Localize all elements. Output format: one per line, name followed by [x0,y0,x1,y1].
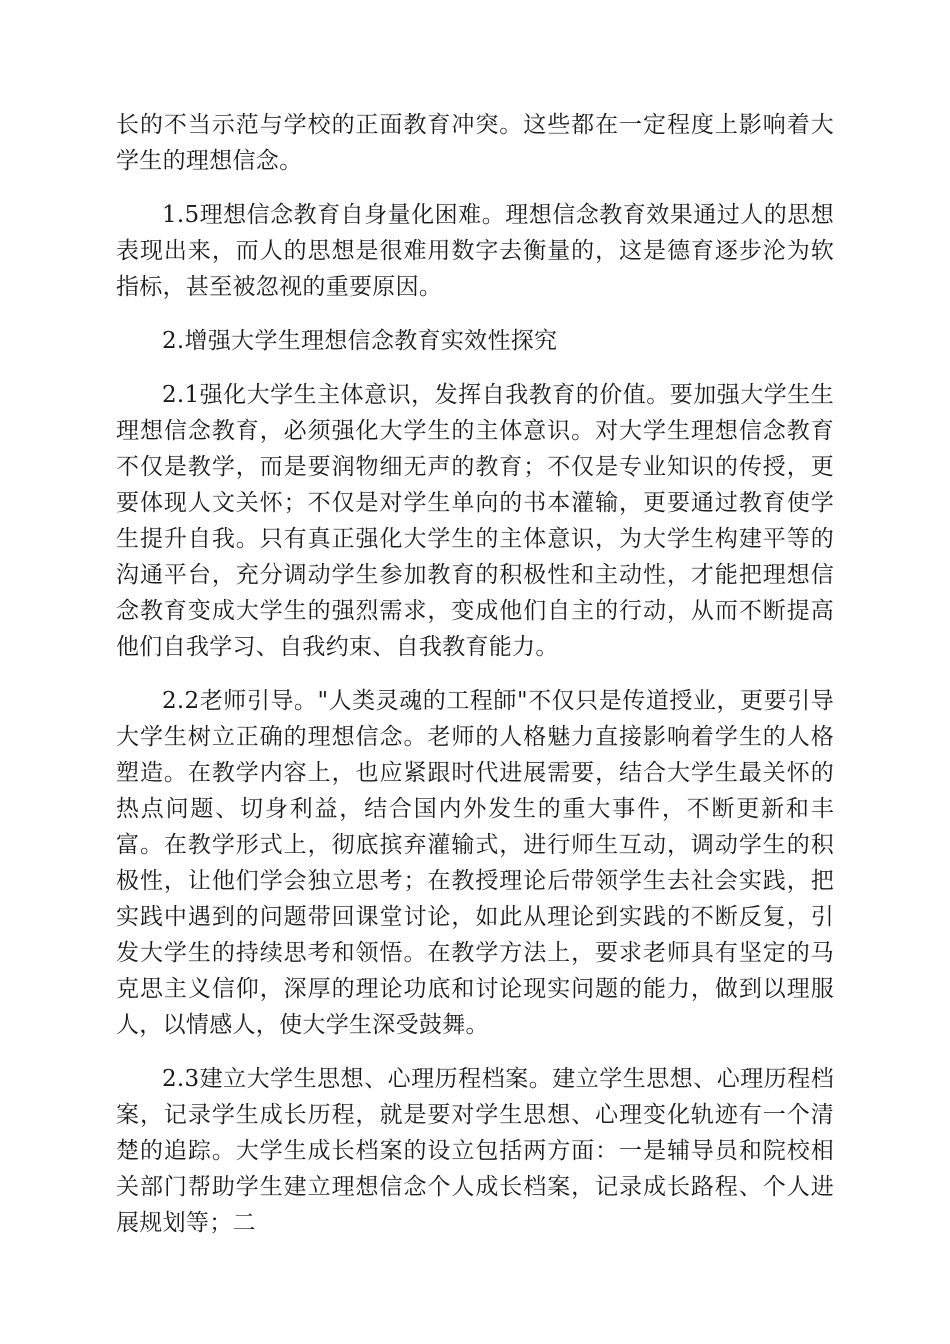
paragraph-2-3: 2.3建立大学生思想、心理历程档案。建立学生思想、心理历程档案，记录学生成长历程，就是要对学生思想、心理变化轨迹有一个清楚的追踪。大学生成长档案的设立包括两方面：一是辅导员和院校相关部门帮助学生建立理想信念个人成长档案，记录成长路程、个人进展规划等；二 [116,1066,834,1236]
document-body [116,107,834,1241]
paragraph-2-1: 2.1强化大学生主体意识，发挥自我教育的价值。要加强大学生生理想信念教育，必须强化大学生的主体意识。对大学生理想信念教育不仅是教学，而是要润物细无声的教育；不仅是专业知识的传授，更要体现人文关怀；不仅是对学生单向的书本灌输，更要通过教育使学生提升自我。只有真正强化大学生的主体意识，为大学生构建平等的沟通平台，充分调动学生参加教育的积极性和主动性，才能把理想信念教育变成大学生的强烈需求，变成他们自主的行动，从而不断提高他们自我学习、自我约束、自我教育能力。 [116,382,834,660]
paragraph-2-2: 2.2老师引导。"人类灵魂的工程師"不仅只是传道授业，更要引导大学生树立正确的理想信念。老师的人格魅力直接影响着学生的人格塑造。在教学内容上，也应紧跟时代进展需要，结合大学生最关怀的热点问题、切身利益，结合国内外发生的重大事件，不断更新和丰富。在教学形式上，彻底摈弃灌输式，进行师生互动，调动学生的积极性，让他们学会独立思考；在教授理论后带领学生去社会实践，把实践中遇到的问题带回课堂讨论，如此从理论到实践的不断反复，引发大学生的持续思考和领悟。在教学方法上，要求老师具有坚定的马克思主义信仰，深厚的理论功底和讨论现实问题的能力，做到以理服人，以情感人，使大学生深受鼓舞。 [116,688,834,1038]
section-heading-2: 2.增强大学生理想信念教育实效性探究 [162,328,558,354]
paragraph-continuation: 长的不当示范与学校的正面教育冲突。这些都在一定程度上影响着大学生的理想信念。 [116,112,834,174]
paragraph-1-5: 1.5理想信念教育自身量化困难。理想信念教育效果通过人的思想表现出来，而人的思想是很难用数字去衡量的，这是德育逐步沦为软指标，甚至被忽视的重要原因。 [116,202,834,300]
